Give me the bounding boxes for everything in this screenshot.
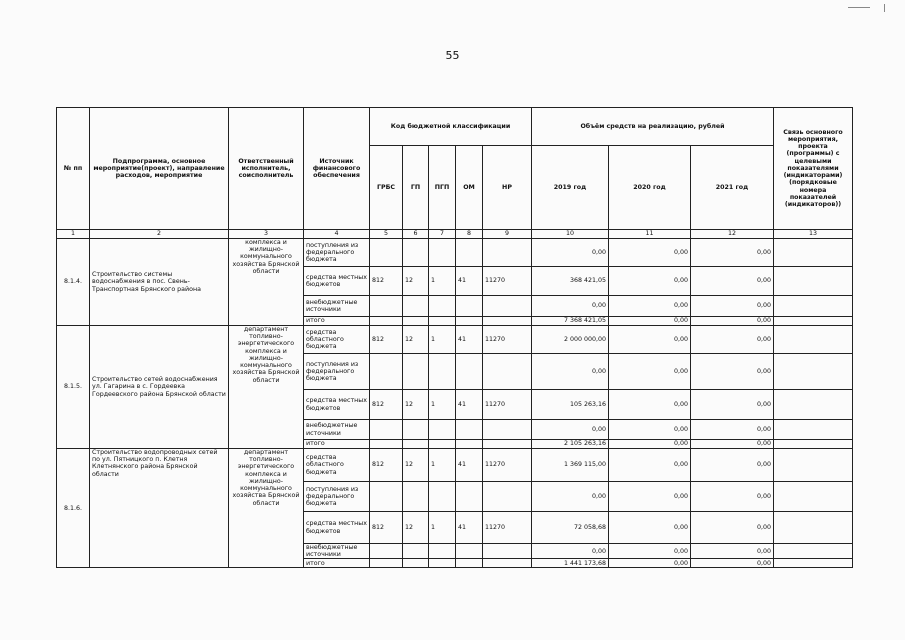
column-index: 11: [609, 230, 691, 239]
code-np: 11270: [483, 390, 532, 420]
code-grbs: [370, 296, 403, 317]
total-code-empty: [483, 559, 532, 568]
amount-2020: 0,00: [609, 296, 691, 317]
column-index: 4: [304, 230, 370, 239]
funding-source: поступления из федерального бюджета: [304, 482, 370, 512]
header-2020: 2020 год: [609, 146, 691, 230]
indicator-link-cell: [774, 420, 853, 440]
code-om: [456, 296, 483, 317]
total-2021: 0,00: [691, 559, 774, 568]
code-pgp: 1: [429, 326, 456, 354]
amount-2020: 0,00: [609, 390, 691, 420]
header-om: ОМ: [456, 146, 483, 230]
total-label: итого: [304, 317, 370, 326]
amount-2021: 0,00: [691, 420, 774, 440]
total-2021: 0,00: [691, 317, 774, 326]
code-pgp: [429, 239, 456, 267]
total-code-empty: [483, 440, 532, 449]
column-index: 6: [403, 230, 429, 239]
code-pgp: 1: [429, 449, 456, 482]
amount-2020: 0,00: [609, 482, 691, 512]
column-index: 1: [57, 230, 90, 239]
header-budget-classification: Код бюджетной классификации: [370, 108, 532, 146]
funding-source: внебюджетные источники: [304, 420, 370, 440]
item-name: Строительство водопроводных сетей по ул. Пятницкого п. Клетня Клетнянского района Брянской области: [90, 449, 229, 568]
code-pgp: [429, 420, 456, 440]
amount-2021: 0,00: [691, 512, 774, 544]
code-grbs: 812: [370, 449, 403, 482]
amount-2019: 0,00: [532, 420, 609, 440]
header-gp: ГП: [403, 146, 429, 230]
total-code-empty: [429, 440, 456, 449]
code-np: [483, 354, 532, 390]
header-num: № пп: [57, 108, 90, 230]
page-number: 55: [445, 49, 460, 62]
column-index-row: [57, 230, 853, 239]
amount-2021: 0,00: [691, 449, 774, 482]
funding-source: средства областного бюджета: [304, 326, 370, 354]
amount-2020: 0,00: [609, 267, 691, 296]
header-pgp: ПГП: [429, 146, 456, 230]
code-gp: [403, 296, 429, 317]
funding-source: средства местных бюджетов: [304, 267, 370, 296]
amount-2020: 0,00: [609, 239, 691, 267]
code-np: [483, 544, 532, 559]
funding-source: внебюджетные источники: [304, 296, 370, 317]
column-index: 3: [229, 230, 304, 239]
total-2019: 2 105 263,16: [532, 440, 609, 449]
code-gp: [403, 420, 429, 440]
total-code-empty: [370, 317, 403, 326]
code-grbs: [370, 239, 403, 267]
table-row: [57, 449, 853, 482]
header-2021: 2021 год: [691, 146, 774, 230]
header-program: Подпрограмма, основное мероприятие(проект), направление расходов, мероприятие: [90, 108, 229, 230]
total-2020: 0,00: [609, 559, 691, 568]
code-pgp: [429, 354, 456, 390]
amount-2019: 2 000 000,00: [532, 326, 609, 354]
code-pgp: 1: [429, 512, 456, 544]
code-np: [483, 296, 532, 317]
indicator-link-cell: [774, 482, 853, 512]
funding-source: средства областного бюджета: [304, 449, 370, 482]
code-np: [483, 482, 532, 512]
column-index: 12: [691, 230, 774, 239]
amount-2021: 0,00: [691, 267, 774, 296]
amount-2019: 105 263,16: [532, 390, 609, 420]
amount-2019: 0,00: [532, 296, 609, 317]
total-code-empty: [456, 559, 483, 568]
code-gp: 12: [403, 326, 429, 354]
code-gp: 12: [403, 390, 429, 420]
code-gp: [403, 354, 429, 390]
code-grbs: [370, 544, 403, 559]
total-2020: 0,00: [609, 317, 691, 326]
column-index: 13: [774, 230, 853, 239]
indicator-link-cell: [774, 512, 853, 544]
amount-2020: 0,00: [609, 512, 691, 544]
code-om: [456, 354, 483, 390]
header-executor: Ответственный исполнитель, соисполнитель: [229, 108, 304, 230]
funding-source: внебюджетные источники: [304, 544, 370, 559]
total-code-empty: [403, 317, 429, 326]
total-2020: 0,00: [609, 440, 691, 449]
amount-2020: 0,00: [609, 326, 691, 354]
table-row: [57, 326, 853, 354]
total-2019: 7 368 421,05: [532, 317, 609, 326]
amount-2020: 0,00: [609, 544, 691, 559]
table-row: [57, 239, 853, 267]
amount-2020: 0,00: [609, 420, 691, 440]
amount-2019: 0,00: [532, 544, 609, 559]
header-grbs: ГРБС: [370, 146, 403, 230]
code-om: 41: [456, 267, 483, 296]
indicator-link-cell: [774, 267, 853, 296]
indicator-link-cell: [774, 239, 853, 267]
code-gp: 12: [403, 267, 429, 296]
item-name: Строительство системы водоснабжения в пос. Свень-Транспортная Брянского района: [90, 239, 229, 326]
code-gp: [403, 239, 429, 267]
code-om: [456, 482, 483, 512]
header-volume: Объём средств на реализацию, рублей: [532, 108, 774, 146]
code-om: 41: [456, 449, 483, 482]
code-om: [456, 239, 483, 267]
total-code-empty: [370, 440, 403, 449]
item-executor: департамент топливно-энергетического комплекса и жилищно-коммунального хозяйства Брянской области: [229, 449, 304, 568]
code-om: 41: [456, 512, 483, 544]
indicator-link-cell: [774, 440, 853, 449]
indicator-link-cell: [774, 326, 853, 354]
header-np: НР: [483, 146, 532, 230]
amount-2019: 0,00: [532, 354, 609, 390]
total-code-empty: [456, 317, 483, 326]
item-number: 8.1.5.: [57, 326, 90, 449]
table-body: [57, 230, 853, 568]
item-executor: комплекса и жилищно-коммунального хозяйства Брянской области: [229, 239, 304, 326]
amount-2021: 0,00: [691, 354, 774, 390]
amount-2019: 0,00: [532, 482, 609, 512]
code-om: 41: [456, 326, 483, 354]
code-grbs: 812: [370, 390, 403, 420]
code-np: [483, 420, 532, 440]
header-source: Источник финансового обеспечения: [304, 108, 370, 230]
total-code-empty: [370, 559, 403, 568]
code-grbs: [370, 420, 403, 440]
code-np: 11270: [483, 449, 532, 482]
amount-2019: 1 369 115,00: [532, 449, 609, 482]
funding-source: поступления из федерального бюджета: [304, 239, 370, 267]
total-2019: 1 441 173,68: [532, 559, 609, 568]
indicator-link-cell: [774, 544, 853, 559]
amount-2019: 72 058,68: [532, 512, 609, 544]
item-name: Строительство сетей водоснабжения ул. Гагарина в с. Гордеевка Гордеевского района Брянской области: [90, 326, 229, 449]
amount-2021: 0,00: [691, 296, 774, 317]
amount-2020: 0,00: [609, 449, 691, 482]
amount-2019: 368 421,05: [532, 267, 609, 296]
code-pgp: [429, 482, 456, 512]
total-code-empty: [429, 559, 456, 568]
amount-2021: 0,00: [691, 239, 774, 267]
code-om: 41: [456, 390, 483, 420]
amount-2021: 0,00: [691, 544, 774, 559]
total-code-empty: [403, 559, 429, 568]
indicator-link-cell: [774, 296, 853, 317]
scan-mark: [884, 4, 885, 12]
code-grbs: [370, 354, 403, 390]
funding-source: средства местных бюджетов: [304, 512, 370, 544]
item-executor: департамент топливно-энергетического комплекса и жилищно-коммунального хозяйства Брянской области: [229, 326, 304, 449]
column-index: 5: [370, 230, 403, 239]
total-code-empty: [456, 440, 483, 449]
code-np: 11270: [483, 326, 532, 354]
total-2021: 0,00: [691, 440, 774, 449]
code-gp: [403, 482, 429, 512]
amount-2019: 0,00: [532, 239, 609, 267]
code-np: [483, 239, 532, 267]
amount-2021: 0,00: [691, 390, 774, 420]
code-grbs: 812: [370, 267, 403, 296]
indicator-link-cell: [774, 317, 853, 326]
code-grbs: 812: [370, 326, 403, 354]
total-code-empty: [429, 317, 456, 326]
header-2019: 2019 год: [532, 146, 609, 230]
table-header: [57, 108, 853, 230]
scan-mark: [848, 7, 870, 8]
code-om: [456, 420, 483, 440]
total-code-empty: [403, 440, 429, 449]
item-number: 8.1.4.: [57, 239, 90, 326]
code-gp: [403, 544, 429, 559]
header-indicator-link: Связь основного мероприятия, проекта (программы) с целевыми показателями (индикаторами) (порядковые номера показателей (индикаторов)): [774, 108, 853, 230]
item-number: 8.1.6.: [57, 449, 90, 568]
code-pgp: 1: [429, 390, 456, 420]
amount-2021: 0,00: [691, 482, 774, 512]
indicator-link-cell: [774, 559, 853, 568]
code-gp: 12: [403, 449, 429, 482]
code-grbs: 812: [370, 512, 403, 544]
budget-table: [56, 107, 853, 568]
indicator-link-cell: [774, 390, 853, 420]
code-pgp: [429, 296, 456, 317]
total-code-empty: [483, 317, 532, 326]
funding-source: средства местных бюджетов: [304, 390, 370, 420]
indicator-link-cell: [774, 449, 853, 482]
total-label: итого: [304, 440, 370, 449]
funding-source: поступления из федерального бюджета: [304, 354, 370, 390]
code-np: 11270: [483, 267, 532, 296]
column-index: 2: [90, 230, 229, 239]
code-pgp: 1: [429, 267, 456, 296]
column-index: 10: [532, 230, 609, 239]
column-index: 7: [429, 230, 456, 239]
total-label: итого: [304, 559, 370, 568]
code-om: [456, 544, 483, 559]
code-grbs: [370, 482, 403, 512]
column-index: 8: [456, 230, 483, 239]
amount-2020: 0,00: [609, 354, 691, 390]
amount-2021: 0,00: [691, 326, 774, 354]
code-np: 11270: [483, 512, 532, 544]
code-gp: 12: [403, 512, 429, 544]
column-index: 9: [483, 230, 532, 239]
code-pgp: [429, 544, 456, 559]
indicator-link-cell: [774, 354, 853, 390]
